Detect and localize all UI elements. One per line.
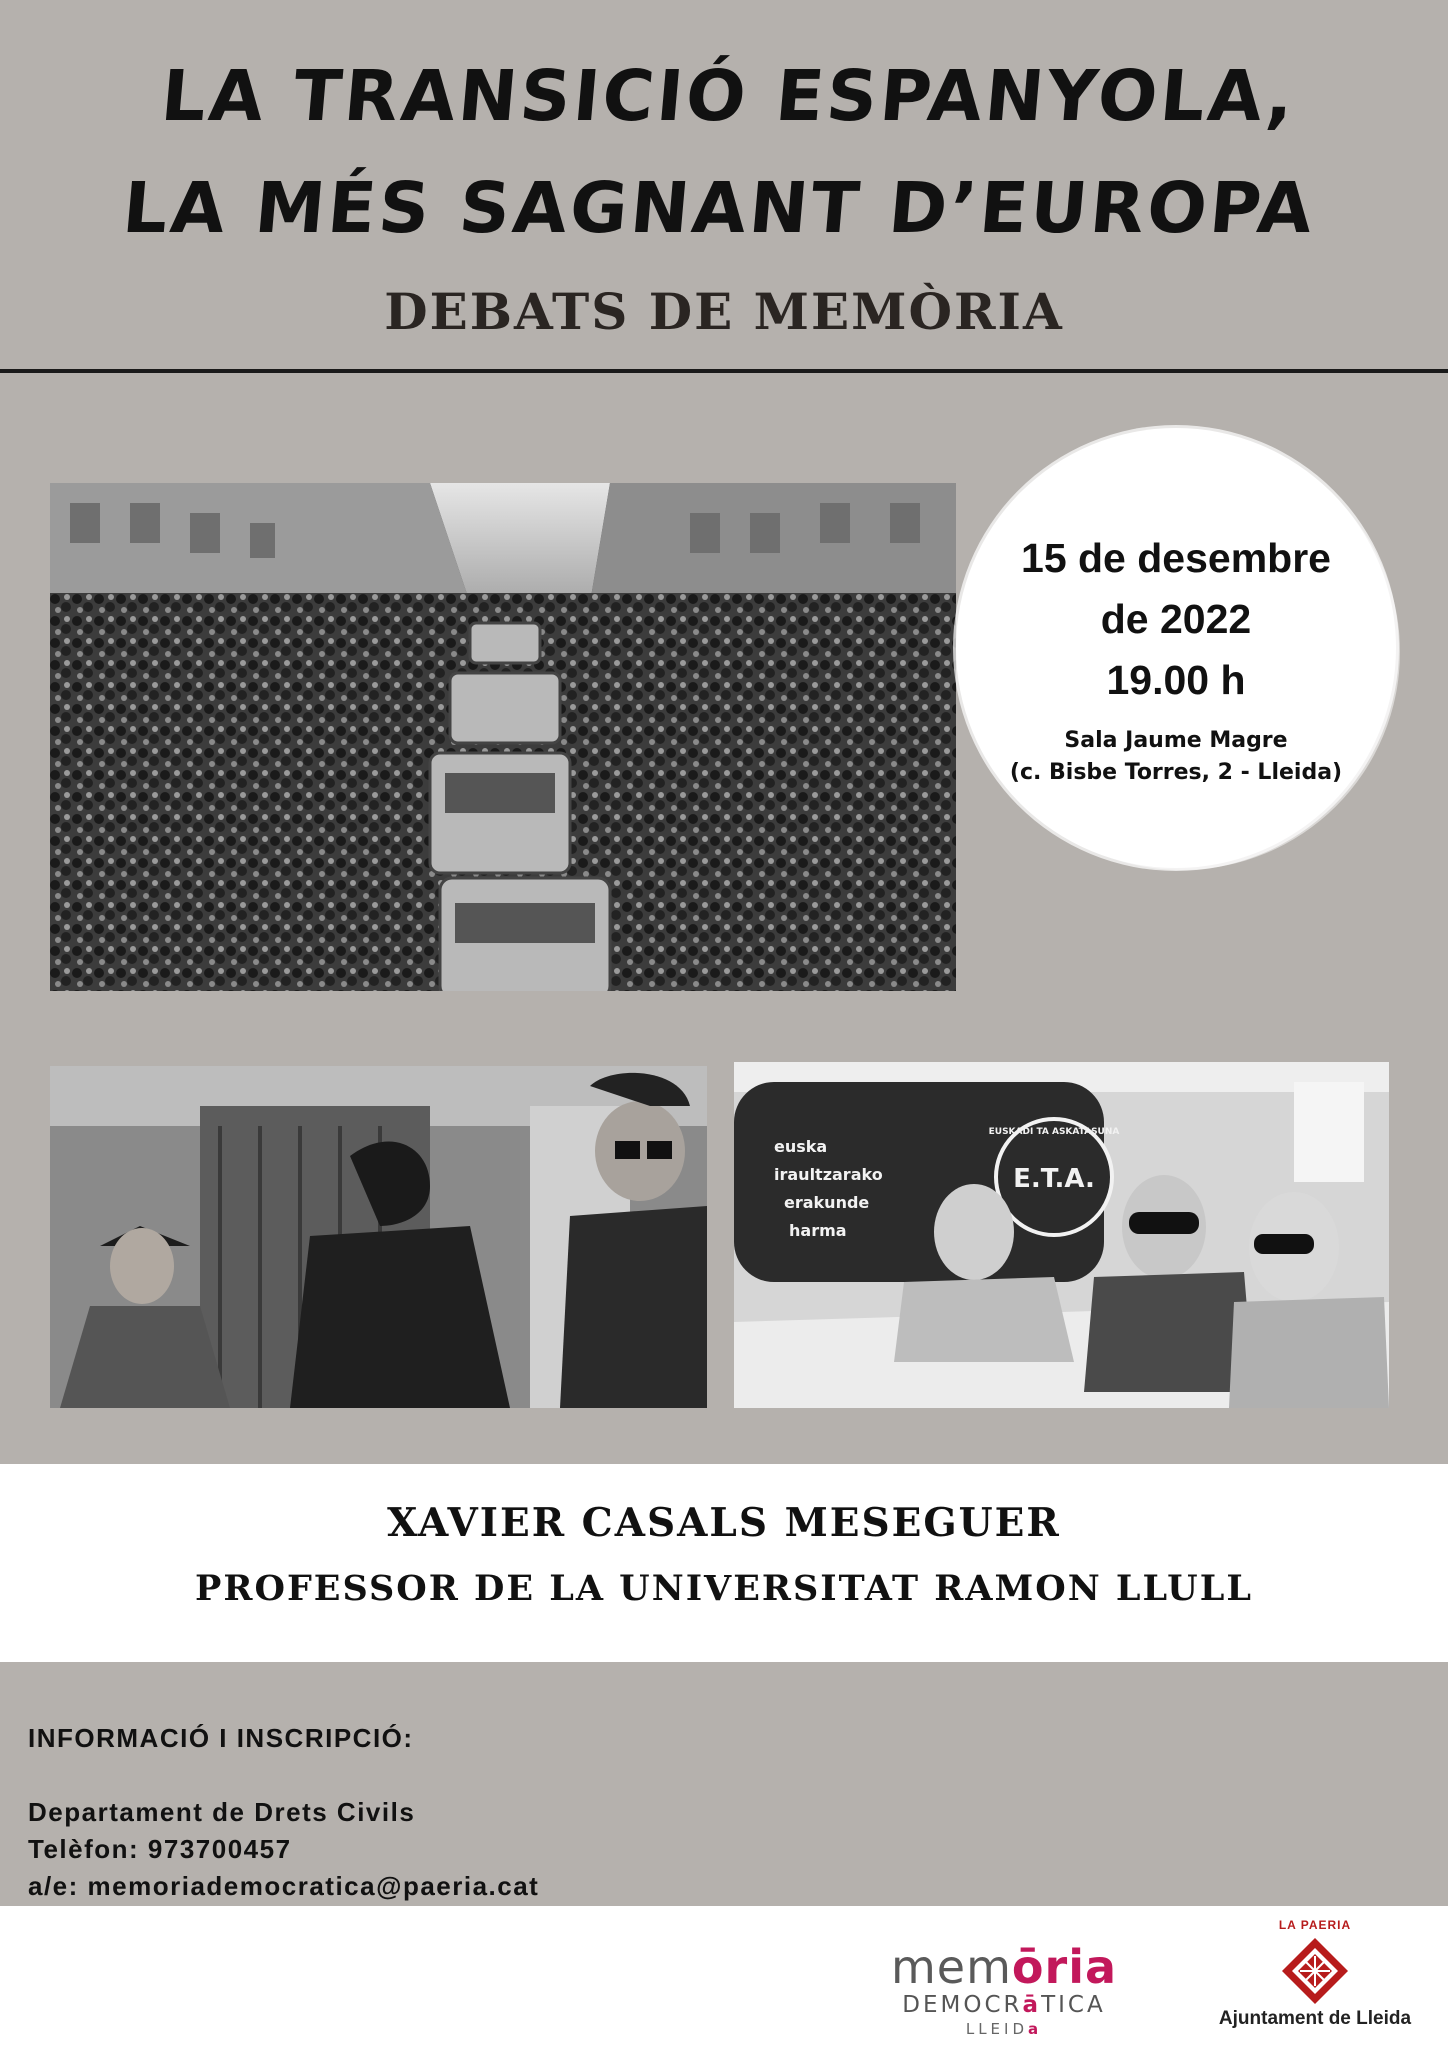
banner-word-1: euska bbox=[774, 1137, 828, 1156]
logo-democratica-accent: ā bbox=[1022, 1992, 1042, 2018]
press-conference-photo bbox=[734, 1062, 1389, 1408]
info-phone: Telèfon: 973700457 bbox=[28, 1834, 292, 1864]
title-line-2: LA MÉS SAGNANT D’EUROPA bbox=[119, 167, 1319, 249]
logo-democratica-text-b: TICA bbox=[1041, 1992, 1106, 2018]
logo-memoria-text-a: mem bbox=[890, 1940, 1012, 1994]
logo-lleida-accent: a bbox=[1028, 2020, 1043, 2038]
eta-emblem-ring-text: EUSKADI TA ASKATASUNA bbox=[988, 1127, 1120, 1137]
banner-word-4: harma bbox=[789, 1221, 847, 1240]
header-divider bbox=[0, 369, 1448, 373]
title-line-1: LA TRANSICIÓ ESPANYOLA, bbox=[158, 55, 1300, 137]
memoria-democratica-logo bbox=[888, 1940, 1120, 2038]
event-date-line-2: de 2022 bbox=[1100, 596, 1252, 642]
info-department: Departament de Drets Civils bbox=[28, 1797, 416, 1827]
banner-word-3: erakunde bbox=[784, 1193, 870, 1212]
info-email[interactable]: a/e: memoriademocratica@paeria.cat bbox=[28, 1871, 540, 1901]
crowd-procession-photo bbox=[50, 483, 956, 991]
logo-lleida-text: LLEID bbox=[965, 2020, 1029, 2038]
paeria-label: LA PAERIA bbox=[1278, 1918, 1352, 1932]
banner-word-2: iraultzarako bbox=[774, 1165, 883, 1184]
event-details bbox=[956, 528, 1396, 789]
poster-subtitle: DEBATS DE MEMÒRIA bbox=[384, 282, 1064, 341]
event-address: (c. Bisbe Torres, 2 - Lleida) bbox=[1009, 760, 1343, 785]
parliament-coup-photo bbox=[50, 1066, 707, 1408]
event-venue: Sala Jaume Magre bbox=[1064, 728, 1288, 753]
paeria-emblem-icon bbox=[1280, 1936, 1350, 2006]
registration-info bbox=[28, 1720, 539, 1905]
event-time: 19.00 h bbox=[1106, 657, 1246, 703]
logo-memoria-text-b: ria bbox=[1044, 1940, 1118, 1994]
speaker-band bbox=[0, 1464, 1448, 1662]
paeria-name: Ajuntament de Lleida bbox=[1218, 2008, 1412, 2029]
eta-emblem-text: E.T.A. bbox=[1013, 1164, 1095, 1194]
speaker-role: PROFESSOR DE LA UNIVERSITAT RAMON LLULL bbox=[195, 1568, 1253, 1609]
info-heading: INFORMACIÓ I INSCRIPCIÓ: bbox=[28, 1723, 414, 1753]
logo-democratica-text-a: DEMOCR bbox=[902, 1992, 1023, 2018]
ajuntament-lleida-logo bbox=[1195, 1918, 1435, 2030]
speaker-name: XAVIER CASALS MESEGUER bbox=[387, 1500, 1061, 1546]
logo-memoria-accent: ō bbox=[1011, 1940, 1045, 1994]
poster-title bbox=[0, 40, 1448, 264]
event-date-line-1: 15 de desembre bbox=[1021, 535, 1331, 581]
